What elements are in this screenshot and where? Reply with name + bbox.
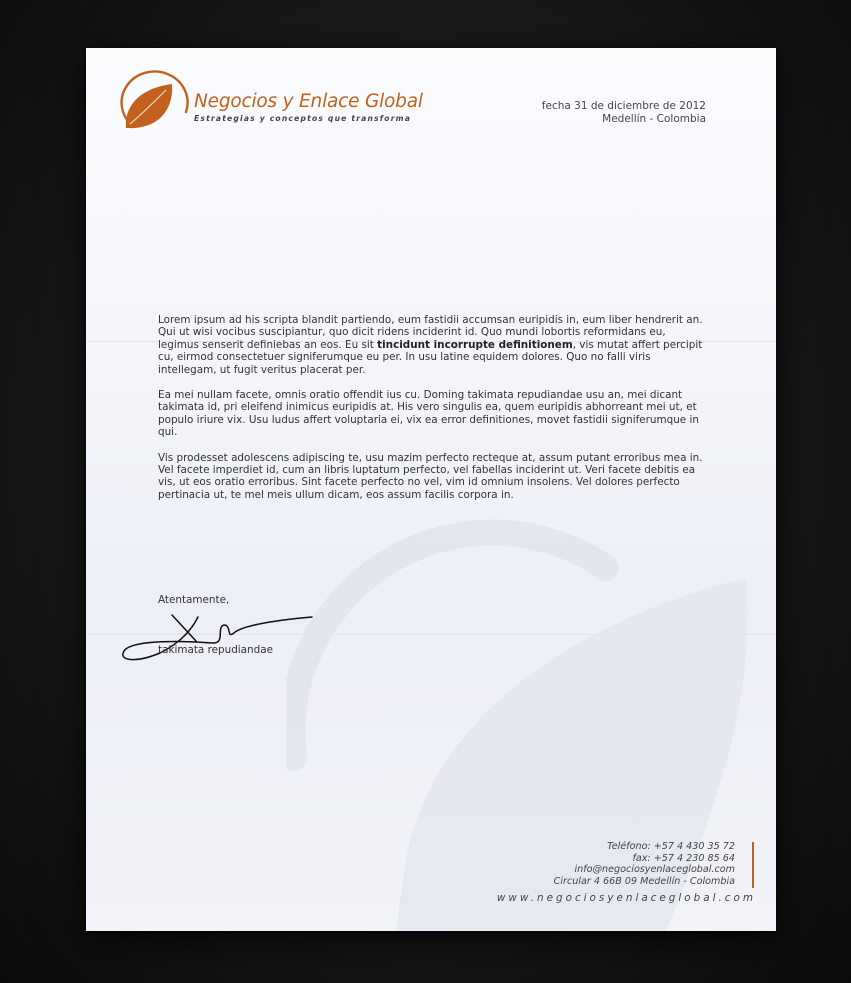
paragraph-1-text-a: Lorem ipsum ad his scripta blandit partiendo, eum fastidii accumsan euripidis in, eum liber hendrerit an. Qui ut wisi vocibus suscipiantur, quo dicit ridens inciderint id. Quo mundi lobortis reformidans eu, legimus senserit definiebas an eos. Eu sit <box>158 314 703 351</box>
paragraph-2: Ea mei nullam facete, omnis oratio offendit ius cu. Doming takimata repudiandae usu an, mei dicant takimata id, pri eleifend inimicus euripidis at. His vero singulis ea, quem euripidis abhorreant mei ut, et populo iriure vix. Usu ludus affert voluptaria ei, vix ea error definitiones, movet fastidii signiferumque in qui. <box>158 389 699 439</box>
brand-tagline: Estrategias y conceptos que transforma <box>194 114 412 123</box>
paragraph-1 <box>158 314 706 376</box>
contact-block <box>554 841 744 887</box>
letter-body <box>158 314 706 514</box>
closing-salutation: Atentamente, <box>158 594 230 606</box>
website-link[interactable]: www.negociosyenlaceglobal.com <box>496 892 756 904</box>
letterhead-paper <box>86 48 776 931</box>
contact-email[interactable]: info@negociosyenlaceglobal.com <box>574 864 735 876</box>
brand-name: Negocios y Enlace Global <box>194 91 423 112</box>
handwritten-signature <box>116 603 316 683</box>
paragraph-1-bold-text: tincidunt incorrupte definitionem <box>377 338 573 351</box>
contact-phone: Teléfono: +57 4 430 35 72 <box>607 841 735 852</box>
contact-fax: fax: +57 4 230 85 64 <box>632 852 735 864</box>
signer-name: takimata repudiandae <box>158 644 273 656</box>
contact-accent-bar <box>752 842 754 888</box>
paragraph-1-text-b: , vis mutat affert percipit cu, eirmod consectetuer signiferumque eu per. In usu latine equidem dolores. Quo no falli viris intellegam, ut fugit veritus placerat per. <box>158 338 703 376</box>
contact-address: Circular 4 66B 09 Medellín - Colombia <box>553 875 735 887</box>
letter-date: fecha 31 de diciembre de 2012 <box>541 100 706 112</box>
paragraph-3: Vis prodesset adolescens adipiscing te, usu mazim perfecto recteque at, assum putant erroribus mea in. Vel facete imperdiet id, cum an libris luptatum perfecto, vel fabellas inciderint ut. Veri facete debitis ea vis, ut eos oratio erroribus. Sint facete perfecto no vel, vim id omnium insolens. Vel dolores perfecto pertinacia ut, te mel meis ullum dicam, eos assum facilis corpora in. <box>158 451 703 501</box>
leaf-logo-icon <box>114 70 194 136</box>
letter-location: Medellín - Colombia <box>602 113 706 125</box>
date-block <box>542 100 706 126</box>
